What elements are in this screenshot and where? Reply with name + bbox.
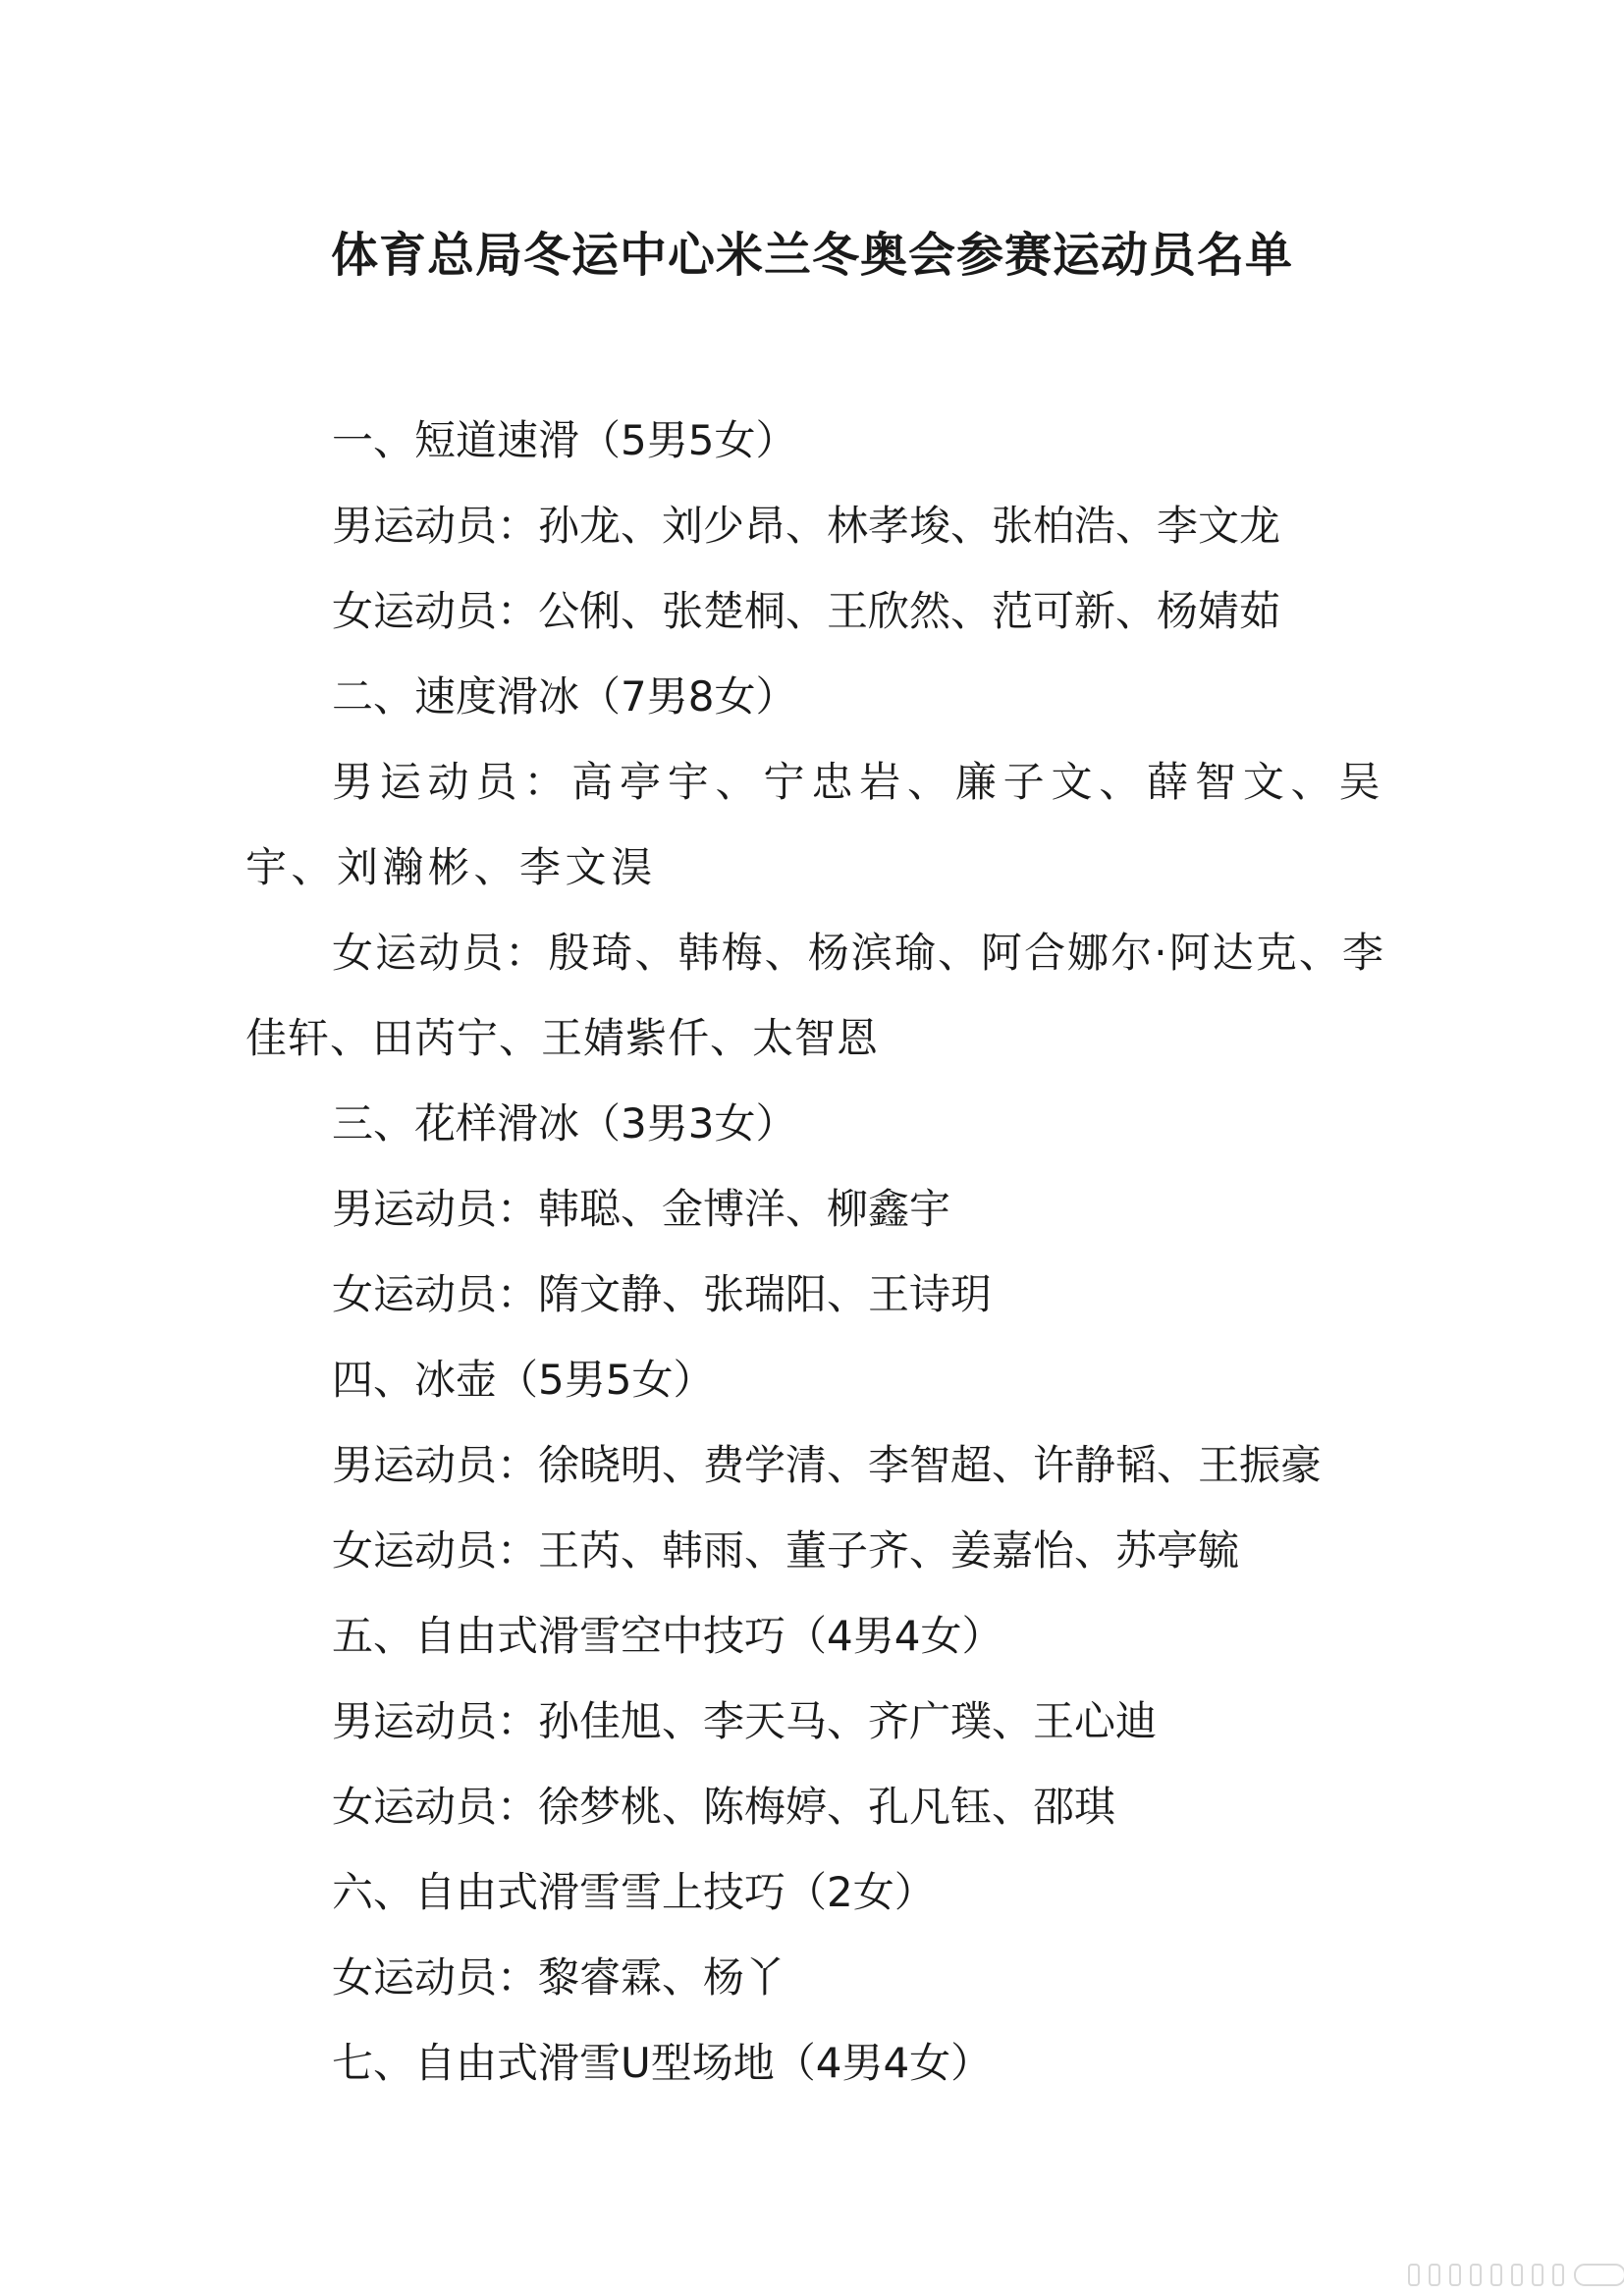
section-heading: 六、自由式滑雪雪上技巧（2女） [332,1868,936,1916]
section-heading: 三、花样滑冰（3男3女） [332,1099,797,1148]
bar-icon[interactable] [1446,2263,1464,2287]
document-title: 体育总局冬运中心米兰冬奥会参赛运动员名单 [330,228,1293,283]
bar-icon[interactable] [1426,2263,1443,2287]
roster-line: 女运动员：徐梦桃、陈梅婷、孔凡钰、邵琪 [332,1783,1116,1831]
section-heading: 五、自由式滑雪空中技巧（4男4女） [332,1612,1003,1660]
bar-icon[interactable] [1467,2263,1485,2287]
roster-line: 男运动员：孙龙、刘少昂、林孝埈、张柏浩、李文龙 [332,502,1281,550]
roster-line: 男运动员：高亭宇、宁忠岩、廉子文、薛智文、吴宇、刘瀚彬、李文淏 [245,758,1384,891]
roster-line: 女运动员：黎睿霖、杨丫 [332,1953,786,2002]
bar-icon[interactable] [1508,2263,1526,2287]
roster-line: 男运动员：韩聪、金博洋、柳鑫宇 [332,1185,951,1233]
roster-line: 男运动员：徐晓明、费学清、李智超、许静韬、王振豪 [332,1441,1323,1489]
section-heading: 七、自由式滑雪U型场地（4男4女） [332,2039,993,2087]
bar-icon[interactable] [1529,2263,1546,2287]
roster-line: 男运动员：孙佳旭、李天马、齐广璞、王心迪 [332,1697,1158,1745]
roster-line: 女运动员：隋文静、张瑞阳、王诗玥 [332,1270,993,1318]
rounded-rect-icon[interactable] [1573,2263,1624,2287]
document-body [245,398,1384,2106]
bar-icon[interactable] [1549,2263,1567,2287]
bar-icon[interactable] [1405,2263,1423,2287]
section-heading: 二、速度滑冰（7男8女） [332,672,797,721]
roster-line: 女运动员：公俐、张楚桐、王欣然、范可新、杨婧茹 [332,587,1281,635]
section-heading: 四、冰壶（5男5女） [332,1356,715,1404]
image-viewer-toolbar [1405,2263,1611,2289]
bar-icon[interactable] [1488,2263,1505,2287]
roster-line: 女运动员：殷琦、韩梅、杨滨瑜、阿合娜尔·阿达克、李佳轩、田芮宁、王婧紫仟、太智恩 [245,929,1384,1062]
roster-line: 女运动员：王芮、韩雨、董子齐、姜嘉怡、苏亭毓 [332,1526,1240,1575]
section-heading: 一、短道速滑（5男5女） [332,416,797,464]
